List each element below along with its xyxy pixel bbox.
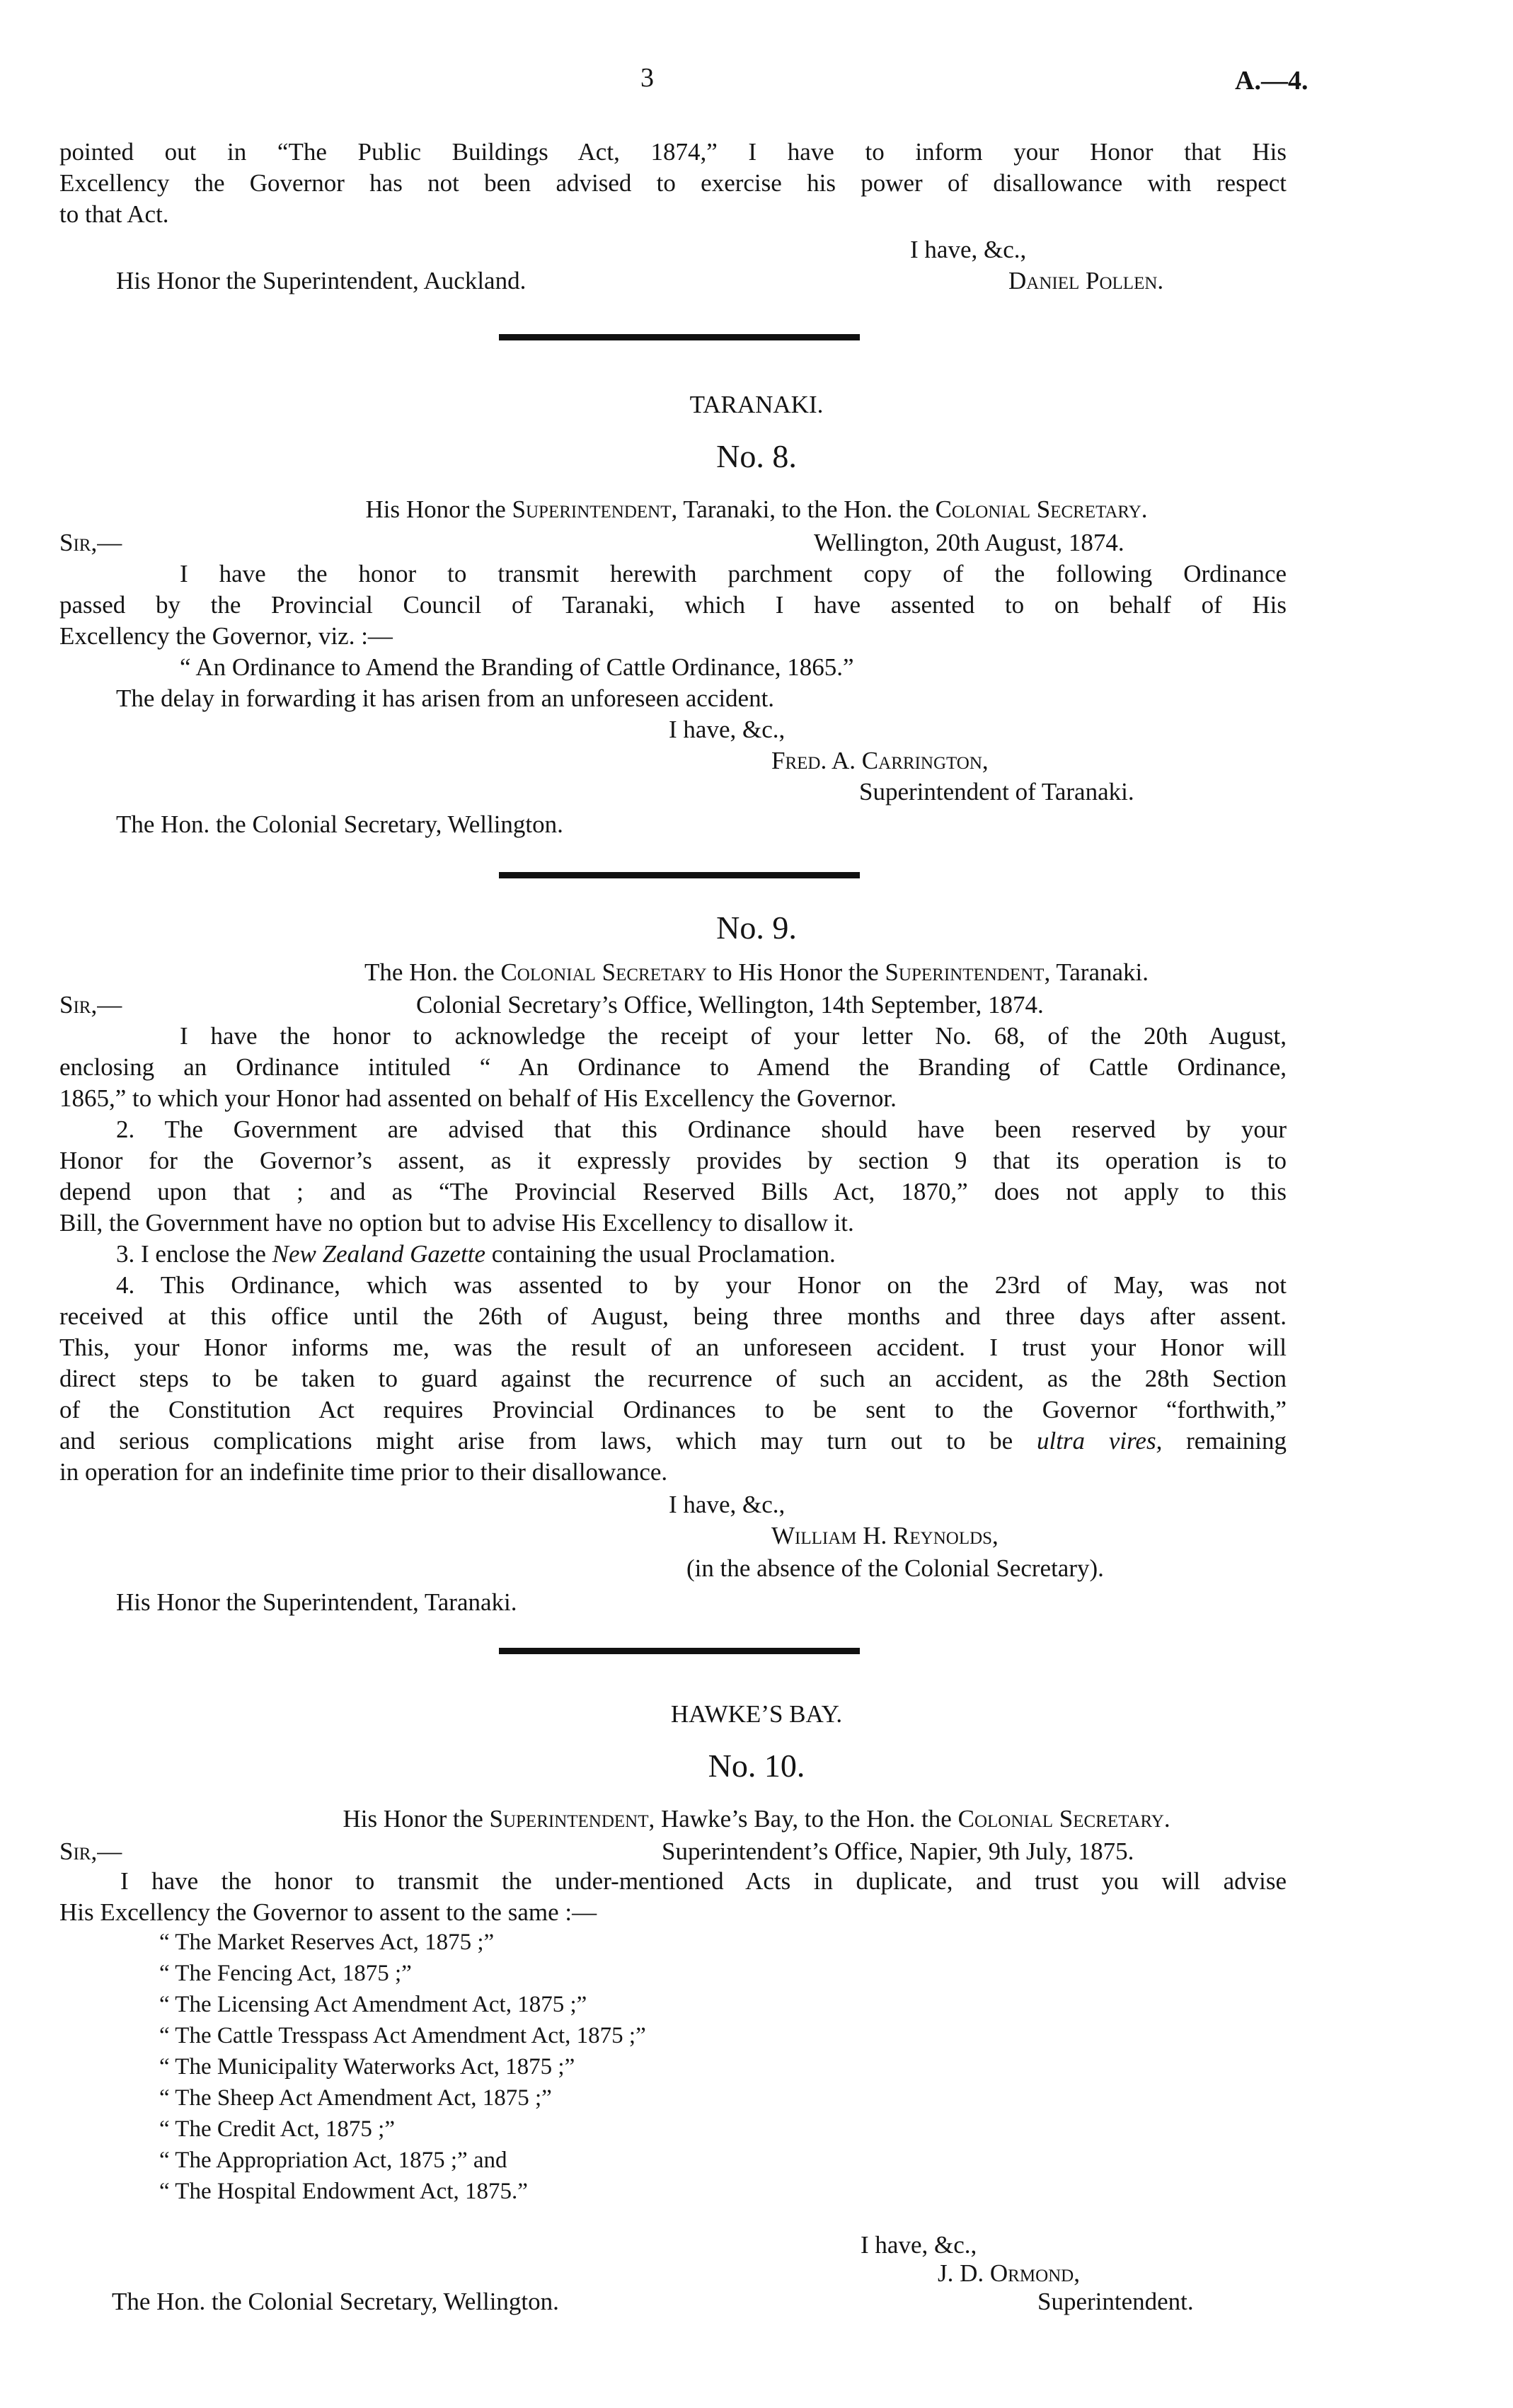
body-line: Honor for the Governor’s assent, as it expressly provides by section 9 that its operation is to bbox=[59, 1147, 1287, 1174]
body-line: of the Constitution Act requires Provincial Ordinances to be sent to the Governor “forthwith,” bbox=[59, 1396, 1287, 1423]
act-list-item: “ The Hospital Endowment Act, 1875.” bbox=[159, 2179, 528, 2204]
letter-heading: His Honor the Superintendent, Hawke’s Bay, to the Hon. the Colonial Secretary. bbox=[343, 1805, 1170, 1833]
place-date: Superintendent’s Office, Napier, 9th July, 1875. bbox=[662, 1837, 1134, 1865]
signature-title: Superintendent. bbox=[1037, 2288, 1194, 2315]
letter-number: No. 9. bbox=[716, 910, 797, 946]
section-divider bbox=[499, 872, 860, 878]
closing: I have, &c., bbox=[861, 2231, 977, 2259]
signature: Fred. A. Carrington, bbox=[771, 747, 989, 774]
body-line: and serious complications might arise from laws, which may turn out to be ultra vires, remaining bbox=[59, 1427, 1287, 1455]
signature: J. D. Ormond, bbox=[938, 2259, 1080, 2287]
addressee: His Honor the Superintendent, Taranaki. bbox=[116, 1588, 517, 1616]
body-line: I have the honor to transmit the under-mentioned Acts in duplicate, and trust you will advise bbox=[120, 1867, 1287, 1895]
signature-title: Superintendent of Taranaki. bbox=[859, 778, 1134, 805]
signature: Daniel Pollen. bbox=[1008, 267, 1164, 294]
addressee: The Hon. the Colonial Secretary, Wellington. bbox=[116, 810, 563, 838]
body-line: enclosing an Ordinance intituled “ An Ordinance to Amend the Branding of Cattle Ordinance, bbox=[59, 1053, 1287, 1081]
page-number: 3 bbox=[640, 63, 654, 93]
section-title-taranaki: TARANAKI. bbox=[689, 391, 824, 418]
body-line: His Excellency the Governor to assent to the same :— bbox=[59, 1898, 597, 1926]
section-divider bbox=[499, 1648, 860, 1654]
body-line: received at this office until the 26th of August, being three months and three days after assent. bbox=[59, 1302, 1287, 1330]
closing: I have, &c., bbox=[669, 716, 786, 743]
act-list-item: “ The Market Reserves Act, 1875 ;” bbox=[159, 1930, 495, 1955]
act-list-item: “ The Appropriation Act, 1875 ;” and bbox=[159, 2148, 507, 2173]
signature: William H. Reynolds, bbox=[771, 1522, 999, 1549]
body-line: Excellency the Governor, viz. :— bbox=[59, 622, 393, 650]
act-list-item: “ The Fencing Act, 1875 ;” bbox=[159, 1961, 412, 1986]
body-line: 3. I enclose the New Zealand Gazette containing the usual Proclamation. bbox=[116, 1240, 836, 1268]
body-line: 2. The Government are advised that this Ordinance should have been reserved by your bbox=[116, 1116, 1287, 1143]
act-list-item: “ The Sheep Act Amendment Act, 1875 ;” bbox=[159, 2085, 552, 2111]
body-line: passed by the Provincial Council of Taranaki, which I have assented to on behalf of His bbox=[59, 591, 1287, 619]
salutation: Sir,— bbox=[59, 991, 122, 1019]
body-line: 4. This Ordinance, which was assented to by your Honor on the 23rd of May, was not bbox=[116, 1271, 1287, 1299]
signature-note: (in the absence of the Colonial Secretary). bbox=[686, 1554, 1104, 1582]
body-line: 1865,” to which your Honor had assented on behalf of His Excellency the Governor. bbox=[59, 1084, 897, 1112]
letter-number: No. 8. bbox=[716, 438, 797, 474]
letter-number: No. 10. bbox=[708, 1748, 805, 1784]
quoted-ordinance: “ An Ordinance to Amend the Branding of Cattle Ordinance, 1865.” bbox=[180, 653, 854, 681]
letter-heading: His Honor the Superintendent, Taranaki, to the Hon. the Colonial Secretary. bbox=[365, 495, 1148, 523]
letter-heading: The Hon. the Colonial Secretary to His Honor the Superintendent, Taranaki. bbox=[364, 958, 1149, 986]
closing: I have, &c., bbox=[669, 1491, 786, 1518]
section-divider bbox=[499, 334, 860, 340]
place-date: Wellington, 20th August, 1874. bbox=[814, 529, 1124, 556]
salutation: Sir,— bbox=[59, 529, 122, 556]
body-line: direct steps to be taken to guard against the recurrence of such an accident, as the 28th Section bbox=[59, 1365, 1287, 1392]
body-line: The delay in forwarding it has arisen from an unforeseen accident. bbox=[116, 684, 775, 712]
body-line: Bill, the Government have no option but to advise His Excellency to disallow it. bbox=[59, 1209, 854, 1237]
act-list-item: “ The Municipality Waterworks Act, 1875 ;” bbox=[159, 2054, 575, 2080]
act-list-item: “ The Licensing Act Amendment Act, 1875 ;” bbox=[159, 1992, 587, 2017]
act-list-item: “ The Cattle Tresspass Act Amendment Act, 1875 ;” bbox=[159, 2023, 646, 2048]
body-line: I have the honor to acknowledge the receipt of your letter No. 68, of the 20th August, bbox=[180, 1022, 1287, 1050]
body-line: I have the honor to transmit herewith parchment copy of the following Ordinance bbox=[180, 560, 1287, 587]
body-line: pointed out in “The Public Buildings Act, 1874,” I have to inform your Honor that His bbox=[59, 138, 1287, 166]
body-line: to that Act. bbox=[59, 200, 169, 228]
section-title-hawkes-bay: HAWKE’S BAY. bbox=[670, 1700, 843, 1728]
document-reference: A.—4. bbox=[1235, 66, 1308, 96]
addressee: His Honor the Superintendent, Auckland. bbox=[116, 267, 527, 294]
place-date: Colonial Secretary’s Office, Wellington, 14th September, 1874. bbox=[416, 991, 1044, 1019]
body-line: in operation for an indefinite time prior to their disallowance. bbox=[59, 1458, 668, 1486]
body-line: This, your Honor informs me, was the result of an unforeseen accident. I trust your Honor will bbox=[59, 1334, 1287, 1361]
addressee: The Hon. the Colonial Secretary, Wellington. bbox=[112, 2288, 559, 2315]
body-line: depend upon that ; and as “The Provincial Reserved Bills Act, 1870,” does not apply to this bbox=[59, 1178, 1287, 1205]
body-line: Excellency the Governor has not been advised to exercise his power of disallowance with respect bbox=[59, 169, 1287, 197]
salutation: Sir,— bbox=[59, 1837, 122, 1865]
act-list-item: “ The Credit Act, 1875 ;” bbox=[159, 2116, 395, 2142]
closing: I have, &c., bbox=[910, 236, 1027, 263]
